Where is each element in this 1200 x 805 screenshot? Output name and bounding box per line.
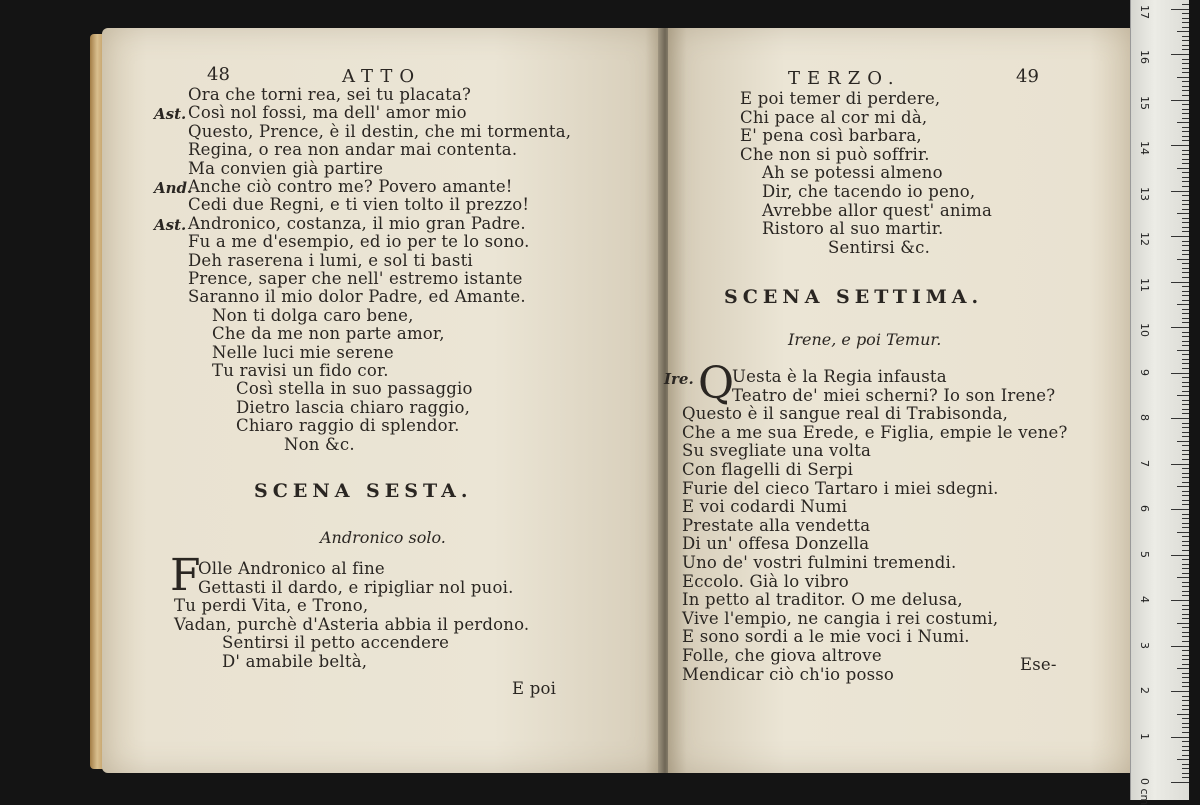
ruler-tick: [1182, 382, 1189, 383]
ruler-tick: [1182, 272, 1189, 273]
ruler-label: 11: [1138, 277, 1151, 292]
ruler-tick: [1182, 186, 1189, 187]
verse-line: Così nol fossi, ma dell' amor mio: [188, 103, 467, 123]
ruler-tick: [1182, 473, 1189, 474]
ruler-tick: [1171, 100, 1189, 101]
ruler-tick: [1182, 527, 1189, 528]
ruler-tick: [1177, 350, 1189, 351]
ruler-label: 17: [1138, 4, 1151, 19]
verse-line: In petto al traditor. O me delusa,: [682, 590, 963, 610]
ruler-tick: [1182, 363, 1189, 364]
verse-line: Con flagelli di Serpi: [682, 460, 854, 479]
verse-line: Chiaro raggio di splendor.: [236, 416, 460, 436]
ruler-tick: [1182, 673, 1189, 674]
ruler-label: 10: [1138, 323, 1151, 337]
ruler-tick: [1182, 432, 1189, 433]
ruler-tick: [1182, 568, 1189, 569]
ruler-tick: [1182, 241, 1189, 242]
ruler-tick: [1171, 9, 1189, 10]
ruler-tick: [1182, 49, 1189, 50]
verse-line: Vive l'empio, ne cangia i rei costumi,: [682, 608, 999, 628]
verse-line: Che a me sua Erede, e Figlia, empie le vene?: [682, 422, 1068, 442]
ruler-tick: [1182, 354, 1189, 355]
scene-character: Andronico solo.: [320, 528, 446, 547]
verse-line: Furie del cieco Tartaro i miei sdegni.: [682, 478, 999, 498]
ruler-tick: [1182, 477, 1189, 478]
scene-character: Irene, e poi Temur.: [788, 330, 942, 349]
ruler-tick: [1182, 727, 1189, 728]
ruler-tick: [1182, 209, 1189, 210]
verse-line: Deh raserena i lumi, e sol ti basti: [188, 250, 473, 270]
ruler-tick: [1182, 13, 1189, 14]
ruler-tick: [1182, 618, 1189, 619]
ruler-tick: [1182, 573, 1189, 574]
ruler-tick: [1182, 732, 1189, 733]
ruler-tick: [1182, 295, 1189, 296]
ruler-label: 5: [1138, 550, 1151, 558]
verse-line: Chi pace al cor mi dà,: [740, 107, 928, 127]
ruler-tick: [1182, 300, 1189, 301]
verse-line: Di un' offesa Donzella: [682, 534, 870, 554]
ruler-tick: [1182, 741, 1189, 742]
ruler-tick: [1171, 191, 1189, 192]
ruler-tick: [1182, 459, 1189, 460]
verse-line: Avrebbe allor quest' anima: [762, 200, 993, 220]
ruler-tick: [1177, 395, 1189, 396]
ruler-label: 15: [1138, 95, 1151, 110]
ruler-tick: [1182, 22, 1189, 23]
ruler-tick: [1182, 263, 1189, 264]
ruler-tick: [1182, 95, 1189, 96]
ruler-tick: [1171, 600, 1189, 601]
drop-cap: Q: [698, 358, 735, 409]
verse-line: Questo, Prence, è il destin, che mi tormenta,: [188, 121, 572, 141]
ruler-tick: [1182, 27, 1189, 28]
ruler-tick: [1182, 59, 1189, 60]
verse-line: Eccolo. Già lo vibro: [682, 571, 849, 591]
verse-line: Regina, o rea non andar mai contenta.: [188, 140, 518, 160]
verse-line: Prestate alla vendetta: [682, 515, 871, 535]
ruler-tick: [1182, 495, 1189, 496]
ruler-tick: [1171, 691, 1189, 692]
page-number: 48: [207, 64, 230, 85]
ruler-tick: [1182, 231, 1189, 232]
ruler-label: 9: [1138, 368, 1151, 376]
verse-line: Uesta è la Regia infausta: [732, 367, 947, 386]
ruler-tick: [1182, 250, 1189, 251]
measuring-ruler: [1130, 0, 1189, 805]
ruler-tick: [1182, 318, 1189, 319]
ruler-tick: [1182, 313, 1189, 314]
ruler-tick: [1182, 550, 1189, 551]
ruler-tick: [1182, 545, 1189, 546]
ruler-tick: [1182, 514, 1189, 515]
ruler-tick: [1182, 468, 1189, 469]
ruler-tick: [1177, 77, 1189, 78]
ruler-tick: [1177, 577, 1189, 578]
ruler-tick: [1182, 450, 1189, 451]
ruler-tick: [1177, 532, 1189, 533]
ruler-tick: [1182, 605, 1189, 606]
ruler-tick: [1182, 655, 1189, 656]
ruler-tick: [1182, 705, 1189, 706]
ruler-tick: [1182, 309, 1189, 310]
ruler-tick: [1182, 254, 1189, 255]
ruler-tick: [1182, 609, 1189, 610]
verse-line: Sentirsi il petto accendere: [222, 633, 450, 652]
ruler-tick: [1171, 737, 1189, 738]
verse-line: Così stella in suo passaggio: [236, 379, 473, 399]
ruler-tick: [1182, 204, 1189, 205]
ruler-tick: [1177, 759, 1189, 760]
verse-line: Che non si può soffrir.: [740, 144, 930, 164]
ruler-label: 2: [1138, 687, 1151, 694]
ruler-tick: [1182, 291, 1189, 292]
ruler-tick: [1182, 436, 1189, 437]
verse-line: E voi codardi Numi: [682, 497, 848, 517]
ruler-label: 13: [1138, 186, 1151, 201]
ruler-tick: [1182, 582, 1189, 583]
ruler-tick: [1182, 595, 1189, 596]
ruler-tick: [1182, 400, 1189, 401]
drop-cap: F: [170, 550, 201, 601]
speaker-label: Ast.: [154, 215, 187, 234]
verse-line: Uno de' vostri fulmini tremendi.: [682, 553, 957, 572]
ruler-tick: [1182, 641, 1189, 642]
ruler-tick: [1177, 168, 1189, 169]
verse-line: Ah se potessi almeno: [762, 163, 943, 183]
verse-line: Mendicar ciò ch'io posso: [682, 664, 895, 684]
ruler-tick: [1171, 145, 1189, 146]
scene-title: SCENA SETTIMA.: [724, 286, 984, 308]
ruler-tick: [1182, 682, 1189, 683]
ruler-tick: [1182, 45, 1189, 46]
verse-line: Tu ravisi un fido cor.: [212, 361, 389, 380]
ruler-tick: [1182, 413, 1189, 414]
ruler-tick: [1182, 86, 1189, 87]
open-book: [80, 22, 1070, 777]
ruler-tick: [1182, 659, 1189, 660]
ruler-tick: [1182, 500, 1189, 501]
ruler-tick: [1182, 686, 1189, 687]
verse-line: E sono sordi a le mie voci i Numi.: [682, 627, 970, 647]
ruler-tick: [1171, 418, 1189, 419]
ruler-tick: [1182, 68, 1189, 69]
ruler-tick: [1182, 150, 1189, 151]
ruler-tick: [1182, 755, 1189, 756]
ruler-tick: [1182, 177, 1189, 178]
ruler-tick: [1182, 4, 1189, 5]
verse-line: Teatro de' miei scherni? Io son Irene?: [732, 385, 1056, 405]
ruler-tick: [1182, 36, 1189, 37]
ruler-tick: [1182, 109, 1189, 110]
ruler-tick: [1182, 591, 1189, 592]
speaker-label: And.: [154, 179, 193, 197]
ruler-tick: [1177, 213, 1189, 214]
ruler-tick: [1182, 377, 1189, 378]
ruler-tick: [1182, 632, 1189, 633]
ruler-tick: [1182, 222, 1189, 223]
ruler-tick: [1182, 677, 1189, 678]
ruler-tick: [1177, 304, 1189, 305]
ruler-tick: [1171, 236, 1189, 237]
verse-line: Non ti dolga caro bene,: [212, 305, 414, 325]
verse-line: E poi temer di perdere,: [740, 89, 941, 108]
catchword: E poi: [512, 679, 557, 698]
catchword: Ese-: [1020, 655, 1057, 674]
ruler-tick: [1182, 614, 1189, 615]
ruler-tick: [1182, 559, 1189, 560]
ruler-tick: [1182, 773, 1189, 774]
ruler-label: 16: [1138, 50, 1151, 64]
ruler-tick: [1182, 700, 1189, 701]
verse-line: Folle, che giova altrove: [682, 646, 882, 665]
ruler-tick: [1182, 200, 1189, 201]
verse-line: Anche ciò contro me? Povero amante!: [188, 177, 513, 196]
ruler-tick: [1182, 140, 1189, 141]
verse-line: Vadan, purchè d'Asteria abbia il perdono.: [174, 614, 530, 634]
ruler-tick: [1182, 18, 1189, 19]
ruler-tick: [1182, 245, 1189, 246]
left-page: [102, 28, 662, 773]
ruler-tick: [1182, 181, 1189, 182]
verse-line: Dietro lascia chiaro raggio,: [236, 397, 471, 417]
ruler-tick: [1177, 31, 1189, 32]
verse-line: Ma convien già partire: [188, 158, 384, 178]
ruler-label: 0 cm: [1138, 778, 1151, 805]
verse-line: Dir, che tacendo io peno,: [762, 182, 976, 201]
ruler-tick: [1177, 714, 1189, 715]
ruler-tick: [1182, 409, 1189, 410]
verse-line: Ristoro al suo martir.: [762, 219, 944, 239]
ruler-tick: [1182, 423, 1189, 424]
verse-line: Sentirsi &c.: [828, 237, 931, 257]
ruler-tick: [1182, 227, 1189, 228]
ruler-tick: [1182, 359, 1189, 360]
ruler-label: 4: [1138, 596, 1151, 603]
ruler-tick: [1182, 277, 1189, 278]
ruler-tick: [1182, 336, 1189, 337]
ruler-tick: [1182, 445, 1189, 446]
ruler-tick: [1177, 441, 1189, 442]
ruler-tick: [1182, 482, 1189, 483]
ruler-tick: [1177, 486, 1189, 487]
ruler-tick: [1182, 764, 1189, 765]
verse-line: Cedi due Regni, e ti vien tolto il prezzo!: [188, 195, 530, 215]
ruler-label: 6: [1138, 505, 1151, 512]
verse-line: Prence, saper che nell' estremo istante: [188, 269, 523, 288]
ruler-tick: [1182, 536, 1189, 537]
ruler-tick: [1182, 81, 1189, 82]
ruler-tick: [1182, 218, 1189, 219]
ruler-tick: [1182, 345, 1189, 346]
verse-line: Ora che torni rea, sei tu placata?: [188, 85, 472, 104]
ruler-tick: [1182, 163, 1189, 164]
ruler-tick: [1177, 623, 1189, 624]
ruler-tick: [1182, 404, 1189, 405]
page-number: 49: [1016, 66, 1039, 87]
ruler-tick: [1182, 63, 1189, 64]
verse-line: Questo è il sangue real di Trabisonda,: [682, 404, 1009, 424]
ruler-tick: [1182, 90, 1189, 91]
verse-line: Tu perdi Vita, e Trono,: [174, 596, 369, 615]
verse-line: Che da me non parte amor,: [212, 324, 445, 344]
ruler-tick: [1171, 509, 1189, 510]
ruler-tick: [1182, 159, 1189, 160]
ruler-tick: [1182, 709, 1189, 710]
ruler-tick: [1182, 718, 1189, 719]
ruler-label: 8: [1138, 414, 1151, 421]
ruler-tick: [1182, 454, 1189, 455]
ruler-tick: [1182, 746, 1189, 747]
ruler-tick: [1182, 322, 1189, 323]
verse-line: Saranno il mio dolor Padre, ed Amante.: [188, 287, 526, 307]
ruler-tick: [1182, 104, 1189, 105]
running-head: TERZO.: [788, 68, 901, 89]
verse-line: Gettasti il dardo, e ripigliar nol puoi.: [198, 577, 514, 597]
ruler-tick: [1182, 427, 1189, 428]
verse-line: Non &c.: [284, 434, 355, 454]
verse-line: Nelle luci mie serene: [212, 342, 394, 362]
ruler-tick: [1182, 286, 1189, 287]
right-page: [664, 28, 1136, 773]
ruler-tick: [1182, 268, 1189, 269]
ruler-tick: [1171, 646, 1189, 647]
ruler-tick: [1171, 282, 1189, 283]
verse-line: D' amabile beltà,: [222, 651, 368, 671]
ruler-tick: [1182, 777, 1189, 778]
ruler-tick: [1182, 391, 1189, 392]
ruler-tick: [1182, 195, 1189, 196]
ruler-label: 12: [1138, 232, 1151, 246]
ruler-tick: [1182, 341, 1189, 342]
ruler-tick: [1171, 782, 1189, 783]
verse-line: Olle Andronico al fine: [198, 559, 385, 578]
verse-line: Fu a me d'esempio, ed io per te lo sono.: [188, 232, 530, 252]
ruler-tick: [1182, 564, 1189, 565]
ruler-tick: [1182, 386, 1189, 387]
ruler-tick: [1182, 172, 1189, 173]
ruler-tick: [1182, 750, 1189, 751]
running-head: ATTO: [342, 66, 422, 87]
ruler-tick: [1182, 154, 1189, 155]
ruler-tick: [1182, 768, 1189, 769]
scene-title: SCENA SESTA.: [254, 480, 473, 502]
ruler-tick: [1171, 54, 1189, 55]
verse-line: Su svegliate una volta: [682, 441, 872, 461]
ruler-tick: [1171, 464, 1189, 465]
ruler-tick: [1182, 636, 1189, 637]
speaker-label: Ast.: [154, 105, 187, 124]
ruler-tick: [1177, 259, 1189, 260]
ruler-tick: [1177, 668, 1189, 669]
ruler-tick: [1182, 650, 1189, 651]
ruler-tick: [1177, 122, 1189, 123]
ruler-tick: [1182, 696, 1189, 697]
ruler-tick: [1182, 541, 1189, 542]
ruler-tick: [1182, 664, 1189, 665]
ruler-tick: [1182, 113, 1189, 114]
ruler-tick: [1182, 136, 1189, 137]
ruler-tick: [1182, 332, 1189, 333]
ruler-label: 14: [1138, 141, 1151, 155]
verse-line: Andronico, costanza, il mio gran Padre.: [188, 213, 526, 233]
ruler-tick: [1182, 518, 1189, 519]
ruler-tick: [1182, 118, 1189, 119]
ruler-tick: [1182, 40, 1189, 41]
ruler-tick: [1171, 373, 1189, 374]
ruler-tick: [1182, 131, 1189, 132]
ruler-label: 7: [1138, 459, 1151, 467]
ruler-tick: [1171, 327, 1189, 328]
ruler-label: 1: [1138, 732, 1151, 740]
ruler-tick: [1182, 523, 1189, 524]
ruler-tick: [1182, 723, 1189, 724]
ruler-tick: [1182, 586, 1189, 587]
ruler-tick: [1182, 127, 1189, 128]
ruler-tick: [1182, 627, 1189, 628]
ruler-tick: [1182, 504, 1189, 505]
ruler-label: 3: [1138, 641, 1151, 649]
ruler-tick: [1171, 555, 1189, 556]
verse-line: E' pena così barbara,: [740, 126, 922, 146]
ruler-tick: [1182, 72, 1189, 73]
speaker-label: Ire.: [664, 370, 694, 388]
ruler-tick: [1182, 368, 1189, 369]
ruler-tick: [1182, 491, 1189, 492]
